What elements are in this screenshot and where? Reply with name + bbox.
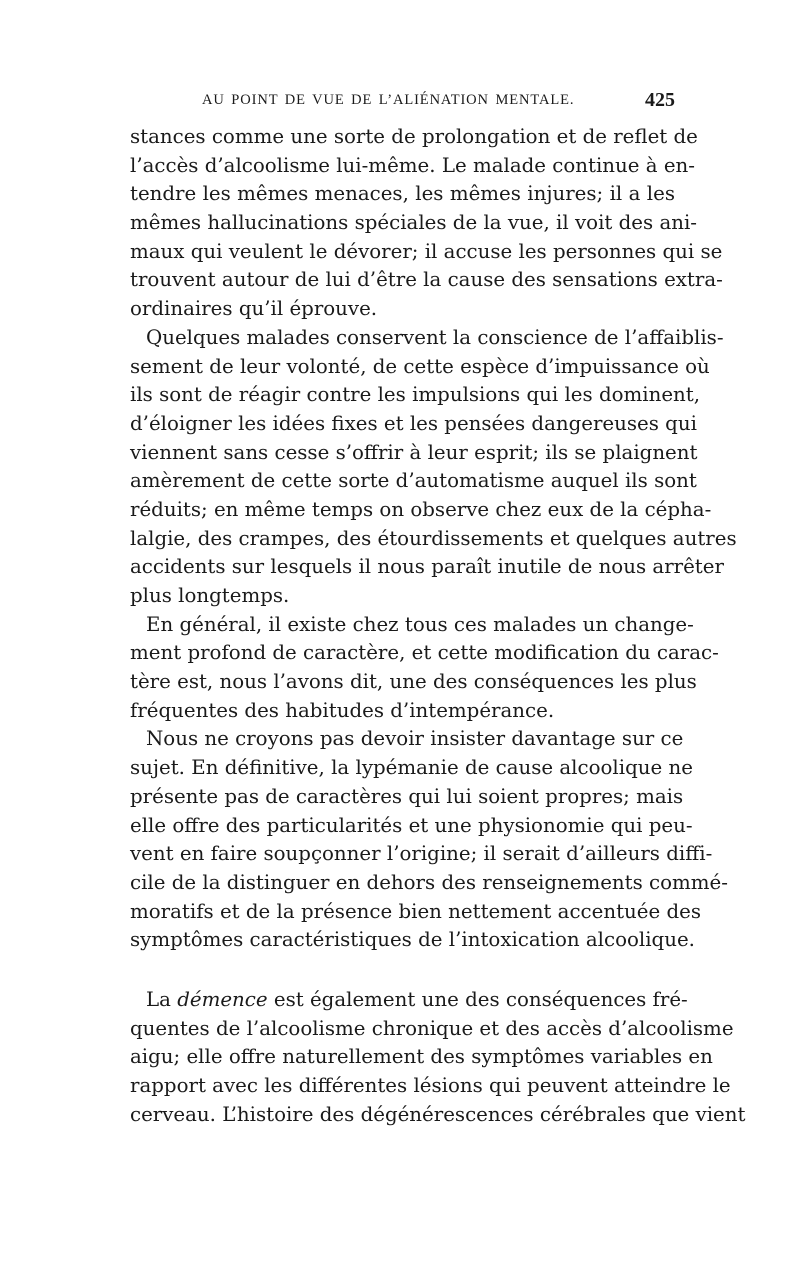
text-line: accidents sur lesquels il nous paraît inutile de nous arrêter — [130, 555, 724, 579]
text-line: moratifs et de la présence bien nettement accentuée des — [130, 899, 701, 923]
text-line: quentes de l’alcoolisme chronique et des accès d’alcoolisme — [130, 1016, 734, 1040]
text-line: fréquentes des habitudes d’intempérance. — [130, 698, 555, 722]
text-line: symptômes caractéristiques de l’intoxication alcoolique. — [130, 928, 695, 952]
text-line — [130, 986, 688, 1015]
text-line: sement de leur volonté, de cette espèce d’impuissance où — [130, 354, 710, 378]
running-title: AU POINT DE VUE DE L’ALIÉNATION MENTALE. — [202, 92, 575, 108]
text-line: ordinaires qu’il éprouve. — [130, 297, 378, 321]
text-line: tère est, nous l’avons dit, une des conséquences les plus — [130, 670, 697, 694]
text-run: est également une des conséquences fré- — [267, 987, 688, 1011]
text-line: En général, il existe chez tous ces malades un change- — [146, 612, 694, 636]
text-line: ils sont de réagir contre les impulsions qui les dominent, — [130, 383, 701, 407]
text-line: Quelques malades conservent la conscience de l’affaiblis- — [146, 325, 724, 349]
running-header — [130, 89, 675, 116]
text-line: cerveau. L’histoire des dégénérescences cérébrales que vient — [130, 1102, 746, 1126]
text-line: réduits; en même temps on observe chez eux de la cépha- — [130, 497, 712, 521]
text-line: plus longtemps. — [130, 584, 290, 607]
paragraph — [130, 123, 723, 324]
text-line: viennent sans cesse s’offrir à leur esprit; ils se plaignent — [130, 440, 698, 464]
text-line: stances comme une sorte de prolongation et de reflet de — [130, 125, 698, 148]
emphasized-term: démence — [177, 987, 268, 1011]
body-text — [130, 123, 746, 1129]
text-line: trouvent autour de lui d’être la cause des sensations extra- — [130, 268, 723, 292]
section-break — [130, 955, 675, 986]
text-line: d’éloigner les idées fixes et les pensées dangereuses qui — [130, 411, 697, 435]
text-line: tendre les mêmes menaces, les mêmes injures; il a les — [130, 182, 675, 206]
text-line: rapport avec les différentes lésions qui peuvent atteindre le — [130, 1074, 731, 1097]
paragraph — [130, 986, 746, 1129]
text-line: aigu; elle offre naturellement des symptômes variables en — [130, 1045, 713, 1069]
paragraph — [130, 611, 719, 726]
text-line: elle offre des particularités et une physionomie qui peu- — [130, 813, 693, 837]
page-number: 425 — [645, 89, 675, 111]
text-line: sujet. En définitive, la lypémanie de cause alcoolique ne — [130, 756, 693, 780]
text-line: vent en faire soupçonner l’origine; il serait d’ailleurs diffi- — [130, 842, 713, 866]
text-line: ment profond de caractère, et cette modification du carac- — [130, 641, 719, 665]
text-line: présente pas de caractères qui lui soient propres; mais — [130, 784, 684, 808]
text-line: amèrement de cette sorte d’automatisme auquel ils sont — [130, 469, 697, 493]
text-run: La — [146, 987, 178, 1011]
paragraph — [130, 324, 737, 611]
text-line: l’accès d’alcoolisme lui-même. Le malade continue à en- — [130, 153, 695, 177]
text-line: Nous ne croyons pas devoir insister davantage sur ce — [146, 727, 684, 751]
paragraph — [130, 725, 728, 955]
text-line: mêmes hallucinations spéciales de la vue, il voit des ani- — [130, 211, 697, 235]
text-line: lalgie, des crampes, des étourdissements et quelques autres — [130, 526, 737, 550]
text-line: maux qui veulent le dévorer; il accuse les personnes qui se — [130, 239, 723, 263]
text-line: cile de la distinguer en dehors des renseignements commé- — [130, 870, 728, 894]
